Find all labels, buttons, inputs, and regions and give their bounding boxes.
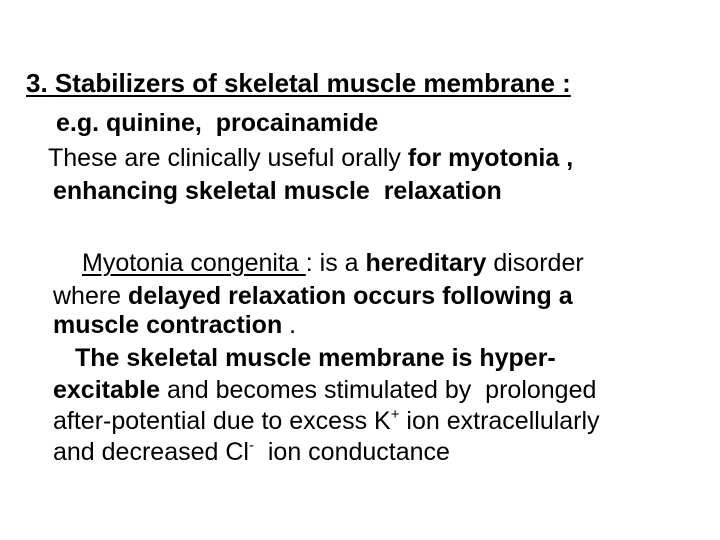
myotonia-text-1: : is a xyxy=(305,249,366,277)
membrane-bold-excitable: excitable xyxy=(53,376,161,404)
membrane-text-2: after-potential due to excess K xyxy=(53,407,391,435)
usage-bold-1: for myotonia , xyxy=(407,144,574,172)
usage-line-2: enhancing skeletal muscle relaxation xyxy=(53,177,502,205)
membrane-line-3 xyxy=(53,405,600,437)
membrane-text-1: and becomes stimulated by prolonged xyxy=(160,376,597,404)
myotonia-bold-contraction: muscle contraction xyxy=(53,311,283,339)
heading-number: 3. xyxy=(26,68,55,98)
usage-line-1 xyxy=(48,142,573,174)
chloride-charge: - xyxy=(248,437,254,454)
heading-line xyxy=(26,67,571,99)
heading-text: Stabilizers of skeletal muscle membrane : xyxy=(54,68,571,98)
examples-line: e.g. quinine, procainamide xyxy=(56,109,379,137)
myotonia-line-2 xyxy=(53,280,573,312)
usage-text-1: These are clinically useful orally xyxy=(48,144,408,172)
myotonia-text-3: where xyxy=(53,282,129,310)
myotonia-line-1 xyxy=(82,247,584,279)
heading-underlined xyxy=(26,68,571,98)
myotonia-term: Myotonia congenita xyxy=(82,249,306,277)
myotonia-text-4: . xyxy=(282,311,297,339)
membrane-line-2 xyxy=(53,374,596,406)
membrane-text-3: ion extracellularly xyxy=(399,407,600,435)
membrane-line-1: The skeletal muscle membrane is hyper- xyxy=(75,344,556,372)
potassium-charge: + xyxy=(390,406,400,423)
myotonia-bold-delayed: delayed relaxation occurs following a xyxy=(128,282,573,310)
membrane-line-4 xyxy=(53,436,450,468)
membrane-text-4: and decreased Cl xyxy=(53,438,249,466)
membrane-text-5: ion conductance xyxy=(253,438,450,466)
myotonia-line-3 xyxy=(53,309,296,341)
myotonia-text-2: disorder xyxy=(486,249,584,277)
myotonia-bold-hereditary: hereditary xyxy=(365,249,487,277)
